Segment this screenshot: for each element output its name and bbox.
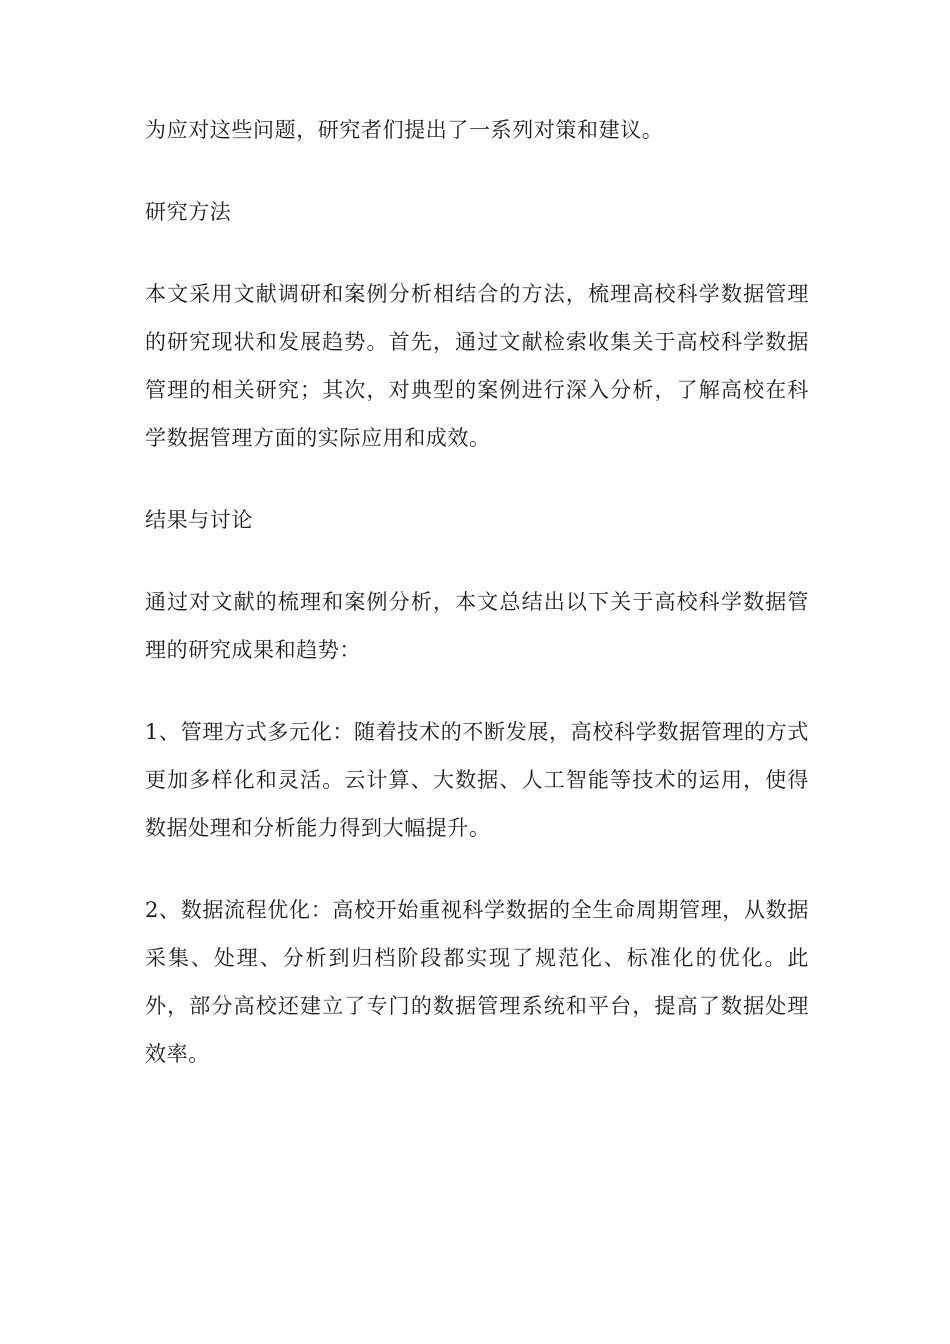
paragraph-countermeasures: 为应对这些问题，研究者们提出了一系列对策和建议。 bbox=[145, 118, 664, 142]
list-item-process-optimization: 2、数据流程优化：高校开始重视科学数据的全生命周期管理，从数据采集、处理、分析到归档阶段都实现了规范化、标准化的优化。此外，部分高校还建立了专门的数据管理系统和平台，提高了数据处理效率。 bbox=[145, 898, 809, 1066]
paragraph-results-intro: 通过对文献的梳理和案例分析，本文总结出以下关于高校科学数据管理的研究成果和趋势： bbox=[145, 590, 809, 662]
list-item-diversified-management: 1、管理方式多元化：随着技术的不断发展，高校科学数据管理的方式更加多样化和灵活。云计算、大数据、人工智能等技术的运用，使得数据处理和分析能力得到大幅提升。 bbox=[145, 720, 809, 840]
paragraph-methods: 本文采用文献调研和案例分析相结合的方法，梳理高校科学数据管理的研究现状和发展趋势。首先，通过文献检索收集关于高校科学数据管理的相关研究；其次，对典型的案例进行深入分析，了解高校在科学数据管理方面的实际应用和成效。 bbox=[145, 282, 809, 450]
document-body bbox=[145, 106, 809, 1112]
section-heading-methods: 研究方法 bbox=[145, 200, 232, 224]
section-heading-results: 结果与讨论 bbox=[145, 508, 253, 532]
